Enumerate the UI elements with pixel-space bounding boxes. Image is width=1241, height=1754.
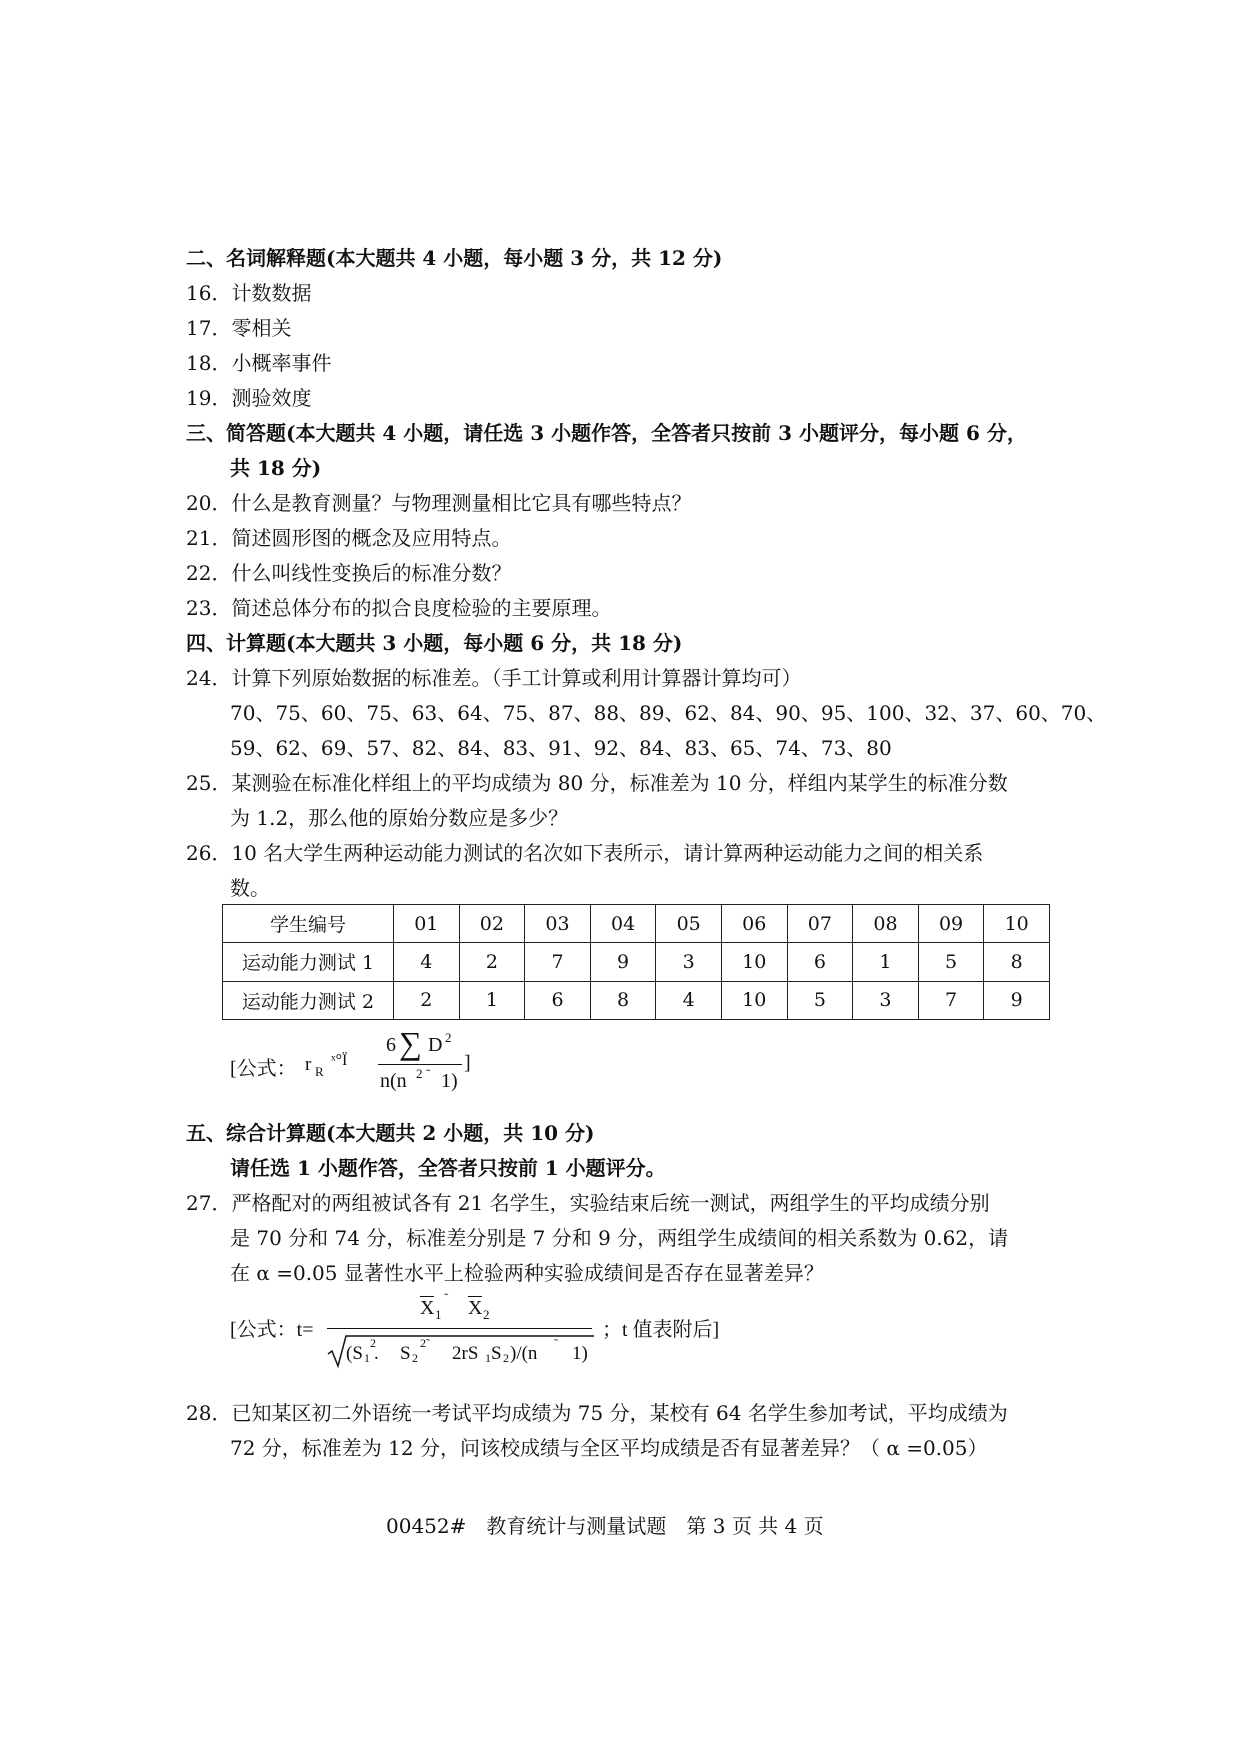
formula-suffix: ] [464,1052,471,1074]
page-footer: 00452# 教育统计与测量试题 第 3 页 共 4 页 [386,1514,824,1538]
table-cell: 04 [590,905,656,943]
formula-x1-sub: 1 [435,1307,442,1322]
table-row [223,981,1050,1019]
table-cell: 4 [394,943,460,981]
formula-r: r [305,1054,312,1075]
table-cell: 学生编号 [223,905,394,943]
formula-prefix: [公式： [230,1058,297,1080]
formula-den-open: (S [346,1343,363,1364]
formula-sigma: ∑ [399,1025,422,1061]
table-cell: 05 [656,905,722,943]
formula-den-tilde: ˜ [426,1066,431,1081]
formula-r-sub: R [315,1064,324,1079]
formula-six: 6 [386,1034,396,1056]
question-25-line1: 25．某测验在标准化样组上的平均成绩为 80 分，标准差为 10 分，样组内某学生的标准分数 [186,771,1008,795]
question-27-line2: 是 70 分和 74 分，标准差分别是 7 分和 9 分，两组学生成绩间的相关系数为 0.62，请 [230,1226,1009,1250]
question-17: 17．零相关 [186,316,292,340]
table-cell: 06 [721,905,787,943]
table-cell: 01 [394,905,460,943]
table-cell: 1 [459,981,525,1019]
formula-d-sup: 2 [445,1030,452,1045]
question-16: 16．计数数据 [186,281,312,305]
table-cell: 1 [853,943,919,981]
question-24-data-line2: 59、62、69、57、82、84、83、91、92、84、83、65、74、73、80 [230,736,892,760]
section-5-heading: 五、综合计算题(本大题共 2 小题，共 10 分) [186,1121,595,1145]
question-27-line3: 在 α =0.05 显著性水平上检验两种实验成绩间是否存在显著差异？ [230,1261,824,1285]
table-cell: 2 [459,943,525,981]
table-cell: 8 [590,981,656,1019]
question-25-line2: 为 1.2，那么他的原始分数应是多少？ [230,806,569,830]
question-19: 19．测验效度 [186,386,312,410]
formula-fraction-bar [378,1064,462,1065]
table-cell: 10 [984,905,1050,943]
question-26-line1: 26．10 名大学生两种运动能力测试的名次如下表所示，请计算两种运动能力之间的相关系 [186,841,984,865]
table-row [223,943,1050,981]
table-cell: 8 [984,943,1050,981]
question-28-line2: 72 分，标准差为 12 分，问该校成绩与全区平均成绩是否有显著差异？（ α =0.05） [230,1436,988,1460]
formula-den: n(n [380,1070,407,1092]
question-21: 21．简述圆形图的概念及应用特点。 [186,526,512,550]
table-cell: 4 [656,981,722,1019]
question-28-line1: 28．已知某区初二外语统一考试平均成绩为 75 分，某校有 64 名学生参加考试，平均成绩为 [186,1401,1008,1425]
formula-den-tilde: ˜ [554,1336,558,1350]
question-18: 18．小概率事件 [186,351,332,375]
formula-prefix: [公式：t= [230,1319,314,1341]
section-5-subheading: 请任选 1 小题作答，全答者只按前 1 小题评分。 [230,1156,666,1180]
formula-s2-sub: 2 [412,1351,418,1365]
table-cell: 2 [394,981,460,1019]
question-26-line2: 数。 [230,876,270,900]
formula-den-mid: 2rS [452,1343,479,1364]
ranking-table [222,904,1050,1020]
formula-x1-tilde: ˜ [444,1290,449,1305]
table-cell: 08 [853,905,919,943]
section-4-heading: 四、计算题(本大题共 3 小题，每小题 6 分，共 18 分) [186,631,683,655]
table-cell: 9 [590,943,656,981]
table-cell: 5 [787,981,853,1019]
table-cell: 3 [853,981,919,1019]
formula-den-end: 1) [572,1343,588,1364]
table-cell: 03 [525,905,591,943]
table-cell: 5 [918,943,984,981]
question-27-line1: 27．严格配对的两组被试各有 21 名学生，实验结束后统一测试，两组学生的平均成绩分别 [186,1191,990,1215]
formula-dot: . [374,1343,379,1364]
table-cell: 3 [656,943,722,981]
table-cell: 6 [525,981,591,1019]
formula-den-tail: )/(n [510,1343,538,1364]
table-cell: 9 [984,981,1050,1019]
formula-s1-sup: 2 [370,1336,376,1350]
table-cell: 6 [787,943,853,981]
formula-den-sup: 2 [416,1066,423,1081]
question-24-data-line1: 70、75、60、75、63、64、75、87、88、89、62、84、90、95、100、32、37、60、70、 [230,701,1107,725]
table-cell: 10 [721,943,787,981]
formula-mid-sub2: 2 [503,1351,509,1365]
table-cell: 7 [525,943,591,981]
table-cell: 10 [721,981,787,1019]
formula-suffix: ；t 值表附后] [602,1319,720,1341]
table-cell: 07 [787,905,853,943]
table-row [223,905,1050,943]
formula-s2: S [400,1343,411,1364]
table-cell: 02 [459,905,525,943]
section-3-heading-line2: 共 18 分) [230,456,322,480]
table-cell: 运动能力测试 1 [223,943,394,981]
question-24: 24．计算下列原始数据的标准差。（手工计算或利用计算器计算均可） [186,666,802,690]
question-23: 23．简述总体分布的拟合良度检验的主要原理。 [186,596,612,620]
formula-s2-sup: 2˜ [420,1336,430,1350]
formula-den-end: 1) [441,1070,458,1092]
formula-s1-sub: 1 [364,1351,370,1365]
formula-x1: X [420,1297,435,1319]
table-cell: 09 [918,905,984,943]
question-20: 20．什么是教育测量？与物理测量相比它具有哪些特点？ [186,491,692,515]
formula-x2-sub: 2 [483,1307,490,1322]
formula-fraction-bar [327,1328,592,1329]
section-2-heading: 二、名词解释题(本大题共 4 小题，每小题 3 分，共 12 分) [186,246,723,270]
formula-d: D [428,1034,443,1056]
question-22: 22．什么叫线性变换后的标准分数？ [186,561,512,585]
formula-x2: X [468,1297,483,1319]
formula-garbled: ˣ°Ï [331,1052,348,1069]
table-cell: 运动能力测试 2 [223,981,394,1019]
section-3-heading-line1: 三、简答题(本大题共 4 小题，请任选 3 小题作答，全答者只按前 3 小题评分，每小题 6 分， [186,421,1027,445]
table-cell: 7 [918,981,984,1019]
formula-mid-sub1: 1 [485,1351,491,1365]
formula-mid-s: S [491,1343,502,1364]
